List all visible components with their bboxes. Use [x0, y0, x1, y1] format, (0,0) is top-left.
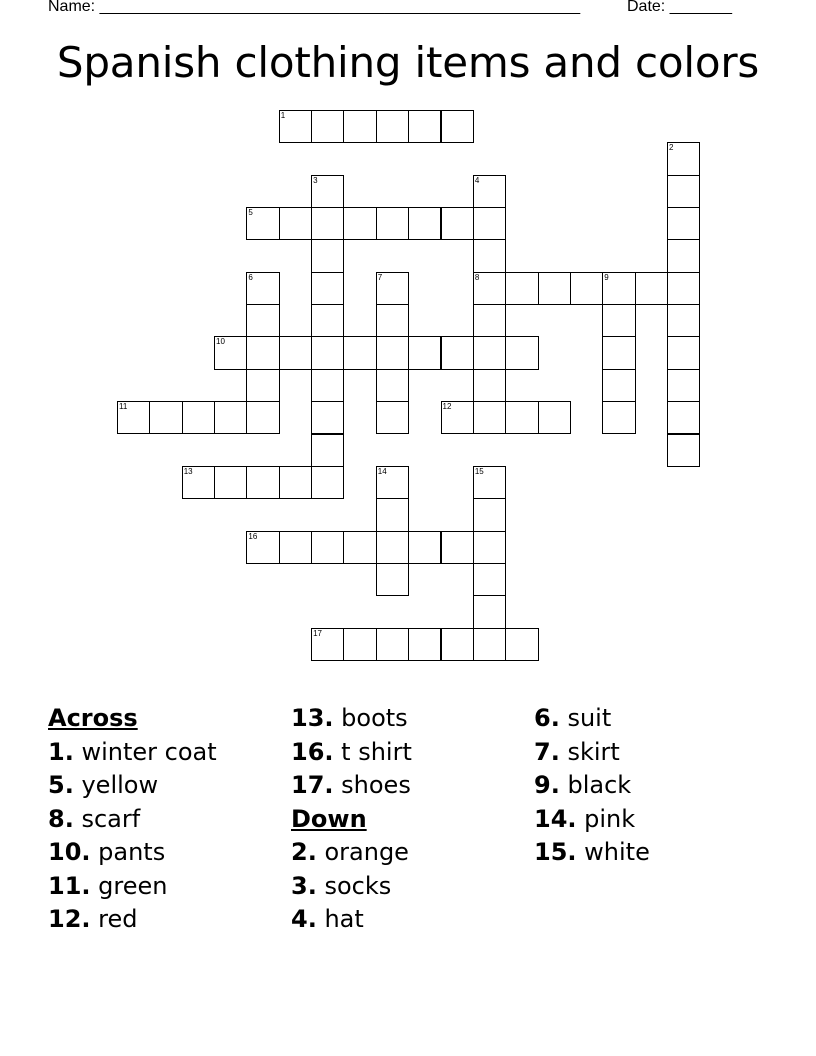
grid-cell[interactable]: [570, 272, 603, 305]
cell-number: 15: [474, 466, 484, 476]
grid-cell[interactable]: [214, 401, 247, 434]
grid-cell[interactable]: [279, 110, 312, 143]
grid-cell[interactable]: [667, 175, 700, 208]
clue-down-4: [291, 903, 412, 937]
grid-cell[interactable]: [473, 466, 506, 499]
clue-text: boots: [341, 704, 408, 732]
clue-text: white: [584, 838, 650, 866]
cell-number: 6: [248, 272, 253, 282]
grid-cell[interactable]: [311, 628, 344, 661]
clue-across-8: [48, 803, 217, 837]
clue-text: t shirt: [341, 737, 412, 766]
clue-across-11: [48, 870, 217, 904]
grid-cell[interactable]: [408, 207, 441, 240]
grid-cell[interactable]: [635, 272, 668, 305]
grid-cell[interactable]: [376, 304, 409, 337]
grid-cell[interactable]: [667, 434, 700, 467]
grid-cell[interactable]: [311, 239, 344, 272]
grid-cell[interactable]: [408, 531, 441, 564]
grid-cell[interactable]: [343, 336, 376, 369]
grid-cell[interactable]: [473, 563, 506, 596]
grid-cell[interactable]: [343, 207, 376, 240]
clue-number: 16.: [291, 737, 334, 766]
clue-number: 9.: [534, 771, 560, 799]
grid-cell[interactable]: [311, 207, 344, 240]
grid-cell[interactable]: [311, 110, 344, 143]
grid-cell[interactable]: [311, 336, 344, 369]
clue-text: shoes: [341, 771, 411, 799]
cell-number: 17: [313, 628, 322, 638]
grid-cell[interactable]: [376, 466, 409, 499]
grid-cell[interactable]: [473, 498, 506, 531]
clue-across-17: [291, 769, 412, 803]
cell-number: 12: [442, 402, 452, 412]
grid-cell[interactable]: [667, 336, 700, 369]
grid-cell[interactable]: [246, 531, 279, 564]
clue-number: 13.: [291, 704, 334, 732]
name-field[interactable]: Name: ______________________________________________________: [48, 0, 581, 15]
grid-cell[interactable]: [376, 336, 409, 369]
clue-text: pants: [98, 838, 166, 866]
grid-cell[interactable]: [441, 401, 474, 434]
grid-cell[interactable]: [473, 628, 506, 661]
grid-cell[interactable]: [214, 336, 247, 369]
clue-across-10: [48, 836, 217, 870]
clue-down-9: [534, 769, 650, 803]
clue-number: 6.: [534, 704, 560, 732]
clue-down-15: [534, 836, 650, 870]
clue-number: 15.: [534, 838, 577, 866]
grid-cell[interactable]: [602, 272, 635, 305]
clue-number: 14.: [534, 804, 577, 833]
grid-cell[interactable]: [441, 628, 474, 661]
clue-column-1: [48, 702, 217, 937]
grid-cell[interactable]: [538, 272, 571, 305]
cell-number: 10: [216, 337, 225, 347]
grid-cell[interactable]: [505, 401, 538, 434]
grid-cell[interactable]: [343, 110, 376, 143]
clue-text: yellow: [81, 771, 159, 799]
grid-cell[interactable]: [246, 336, 279, 369]
grid-cell[interactable]: [473, 207, 506, 240]
grid-cell[interactable]: [441, 531, 474, 564]
grid-cell[interactable]: [473, 239, 506, 272]
grid-cell[interactable]: [376, 498, 409, 531]
grid-cell[interactable]: [667, 304, 700, 337]
clue-text: orange: [324, 838, 409, 866]
clue-across-13: [291, 702, 412, 736]
clue-text: hat: [324, 905, 364, 933]
cell-number: 5: [248, 208, 253, 218]
clue-number: 1.: [48, 737, 74, 766]
grid-cell[interactable]: [376, 272, 409, 305]
grid-cell[interactable]: [376, 401, 409, 434]
clue-text: skirt: [567, 737, 620, 766]
clue-number: 4.: [291, 905, 317, 933]
clue-number: 10.: [48, 838, 91, 866]
grid-cell[interactable]: [311, 466, 344, 499]
grid-cell[interactable]: [311, 369, 344, 402]
clue-text: pink: [584, 804, 636, 833]
grid-cell[interactable]: [505, 336, 538, 369]
clue-across-12: [48, 903, 217, 937]
cell-number: 11: [119, 402, 128, 412]
grid-cell[interactable]: [311, 175, 344, 208]
clue-text: socks: [324, 871, 392, 900]
grid-cell[interactable]: [311, 434, 344, 467]
grid-cell[interactable]: [441, 110, 474, 143]
clue-number: 17.: [291, 771, 334, 799]
cell-number: 9: [604, 272, 609, 282]
grid-cell[interactable]: [246, 369, 279, 402]
clue-down-3: [291, 870, 412, 904]
grid-cell[interactable]: [602, 369, 635, 402]
clue-text: green: [98, 871, 168, 900]
grid-cell[interactable]: [149, 401, 182, 434]
grid-cell[interactable]: [376, 531, 409, 564]
clue-text: scarf: [81, 804, 141, 833]
grid-cell[interactable]: [473, 401, 506, 434]
clue-number: 12.: [48, 905, 91, 933]
grid-cell[interactable]: [667, 401, 700, 434]
clue-across-1: [48, 736, 217, 770]
across-heading: Across: [48, 704, 138, 732]
clue-down-6: [534, 702, 650, 736]
cell-number: 2: [668, 143, 674, 153]
grid-cell[interactable]: [667, 272, 700, 305]
grid-cell[interactable]: [246, 272, 279, 305]
down-heading: Down: [291, 804, 367, 833]
grid-cell[interactable]: [473, 272, 506, 305]
grid-cell[interactable]: [473, 336, 506, 369]
grid-cell[interactable]: [376, 628, 409, 661]
grid-cell[interactable]: [602, 336, 635, 369]
clue-down-2: [291, 836, 412, 870]
grid-cell[interactable]: [505, 628, 538, 661]
grid-cell[interactable]: [246, 401, 279, 434]
grid-cell[interactable]: [246, 304, 279, 337]
grid-cell[interactable]: [279, 531, 312, 564]
grid-cell[interactable]: [473, 369, 506, 402]
grid-cell[interactable]: [602, 304, 635, 337]
grid-cell[interactable]: [408, 336, 441, 369]
grid-cell[interactable]: [343, 531, 376, 564]
grid-cell[interactable]: [182, 401, 215, 434]
cell-number: 4: [474, 175, 480, 185]
cell-number: 1: [280, 111, 286, 120]
grid-cell[interactable]: [279, 336, 312, 369]
grid-cell[interactable]: [667, 369, 700, 402]
grid-cell[interactable]: [602, 401, 635, 434]
grid-cell[interactable]: [538, 401, 571, 434]
grid-cell[interactable]: [667, 142, 700, 175]
clue-number: 5.: [48, 771, 74, 799]
grid-cell[interactable]: [182, 466, 215, 499]
page-title: Spanish clothing items and colors: [56, 38, 760, 87]
grid-cell[interactable]: [505, 272, 538, 305]
grid-cell[interactable]: [214, 466, 247, 499]
clue-number: 11.: [48, 871, 91, 900]
clue-number: 7.: [534, 737, 560, 766]
grid-cell[interactable]: [376, 563, 409, 596]
clue-number: 2.: [291, 838, 317, 866]
grid-cell[interactable]: [343, 628, 376, 661]
grid-cell[interactable]: [246, 466, 279, 499]
grid-cell[interactable]: [279, 207, 312, 240]
grid-cell[interactable]: [117, 401, 150, 434]
clue-column-2: [291, 702, 412, 937]
clue-text: suit: [567, 704, 612, 732]
clue-text: black: [567, 771, 632, 799]
clue-text: winter coat: [81, 737, 217, 766]
grid-cell[interactable]: [311, 531, 344, 564]
grid-cell[interactable]: [441, 336, 474, 369]
clue-down-14: [534, 803, 650, 837]
grid-cell[interactable]: [311, 401, 344, 434]
grid-cell[interactable]: [279, 466, 312, 499]
grid-cell[interactable]: [408, 628, 441, 661]
grid-cell[interactable]: [311, 304, 344, 337]
grid-cell[interactable]: [311, 272, 344, 305]
grid-cell[interactable]: [473, 595, 506, 628]
grid-cell[interactable]: [376, 207, 409, 240]
grid-cell[interactable]: [246, 207, 279, 240]
cell-number: 14: [377, 466, 387, 476]
clue-across-5: [48, 769, 217, 803]
cell-number: 16: [248, 531, 258, 541]
clue-down-7: [534, 736, 650, 770]
grid-cell[interactable]: [667, 207, 700, 240]
clue-number: 8.: [48, 804, 74, 833]
clue-number: 3.: [291, 871, 317, 900]
clue-text: red: [98, 905, 138, 933]
grid-cell[interactable]: [376, 369, 409, 402]
grid-cell[interactable]: [473, 531, 506, 564]
grid-cell[interactable]: [667, 239, 700, 272]
grid-cell[interactable]: [473, 175, 506, 208]
date-field[interactable]: Date: _______: [627, 0, 732, 15]
cell-number: 8: [474, 272, 480, 282]
grid-cell[interactable]: [376, 110, 409, 143]
cell-number: 13: [183, 466, 193, 476]
grid-cell[interactable]: [441, 207, 474, 240]
clue-across-16: [291, 736, 412, 770]
clue-column-3: [534, 702, 650, 870]
cell-number: 3: [313, 175, 318, 185]
grid-cell[interactable]: [473, 304, 506, 337]
cell-number: 7: [377, 272, 383, 282]
grid-cell[interactable]: [408, 110, 441, 143]
